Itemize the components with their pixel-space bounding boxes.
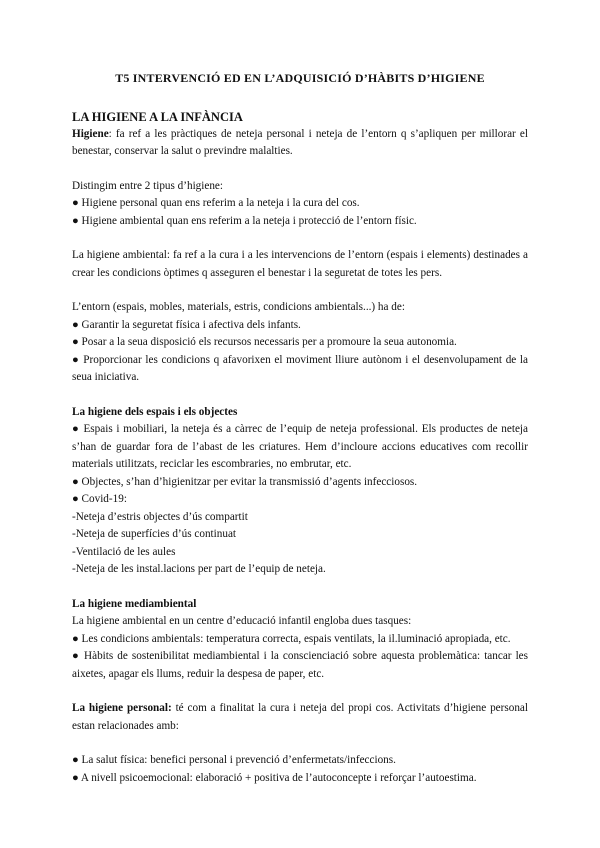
definition-paragraph — [72, 126, 528, 161]
entorn-intro: L’entorn (espais, mobles, materials, estris, condicions ambientals...) ha de: — [72, 301, 405, 313]
types-intro: Distingim entre 2 tipus d’higiene: — [72, 179, 224, 192]
covid-item: -Neteja de les instal.lacions per part de l’equip de neteja. — [72, 563, 326, 575]
document-title: T5 INTERVENCIÓ ED EN L’ADQUISICIÓ D’HÀBITS D’HIGIENE — [115, 71, 485, 85]
ambiental-paragraph: La higiene ambiental: fa ref a la cura i a les intervencions de l’entorn (espais i elements) destinades a crear les condicions òptimes q asseguren el benestar i la seguretat de totes les pers. — [72, 249, 528, 279]
section-heading-higiene-personal: La higiene personal: — [72, 702, 172, 714]
definition-term: Higiene — [72, 127, 109, 140]
entorn-item: ● Posar a la seua disposició els recursos necessaris per a promoure la seua autonomia. — [72, 336, 457, 348]
document-page — [72, 70, 528, 787]
higiene-personal-paragraph — [72, 700, 528, 735]
mediambiental-intro: La higiene ambiental en un centre d’educació infantil engloba dues tasques: — [72, 615, 412, 627]
covid-item: -Ventilació de les aules — [72, 545, 176, 558]
section-heading-higiene-infancia: LA HIGIENE A LA INFÀNCIA — [72, 109, 243, 124]
covid-item: -Neteja de superfícies d’ús continuat — [72, 528, 237, 540]
entorn-item: ● Proporcionar les condicions q afavorixen el moviment lliure autònom i el desenvolupament de la seua iniciativa. — [72, 353, 528, 383]
espais-item: ● Covid-19: — [72, 493, 127, 505]
mediambiental-item: ● Hàbits de sostenibilitat mediambiental i la conscienciació sobre aquesta problemàtica: tancar les aixetes, apagar els llums, reduir la despesa de paper, etc. — [72, 650, 528, 680]
espais-item: ● Espais i mobiliari, la neteja és a càrrec de l’equip de neteja professional. Els productes de neteja s’han de guardar fora de l’abast de les criatures. Hem d’incloure accions educatives com recollir materials utilitzats, reciclar les escombraries, no embrutar, etc. — [72, 423, 528, 470]
section-heading-espais-objectes: La higiene dels espais i els objectes — [72, 405, 238, 418]
types-item: ● Higiene personal quan ens referim a la neteja i la cura del cos. — [72, 197, 360, 209]
section-heading-mediambiental: La higiene mediambiental — [72, 597, 197, 610]
definition-text: : fa ref a les pràctiques de neteja personal i neteja de l’entorn q s’apliquen per millorar el benestar, conservar la salut o previndre malalties. — [72, 127, 528, 157]
types-item: ● Higiene ambiental quan ens referim a la neteja i protecció de l’entorn físic. — [72, 214, 417, 227]
mediambiental-item: ● Les condicions ambientals: temperatura correcta, espais ventilats, la il.luminació apropiada, etc. — [72, 632, 511, 645]
entorn-item: ● Garantir la seguretat física i afectiva dels infants. — [72, 318, 301, 331]
espais-item: ● Objectes, s’han d’higienitzar per evitar la transmissió d’agents infecciosos. — [72, 475, 418, 488]
covid-item: -Neteja d’estris objectes d’ús compartit — [72, 510, 248, 523]
personal-item: ● La salut física: benefici personal i prevenció d’enfermetats/infeccions. — [72, 754, 396, 766]
personal-item: ● A nivell psicoemocional: elaboració + positiva de l’autoconcepte i reforçar l’autoestima. — [72, 771, 477, 784]
higiene-personal-text: té com a finalitat la cura i neteja del propi cos. Activitats d’higiene personal estan relacionades amb: — [72, 702, 528, 732]
